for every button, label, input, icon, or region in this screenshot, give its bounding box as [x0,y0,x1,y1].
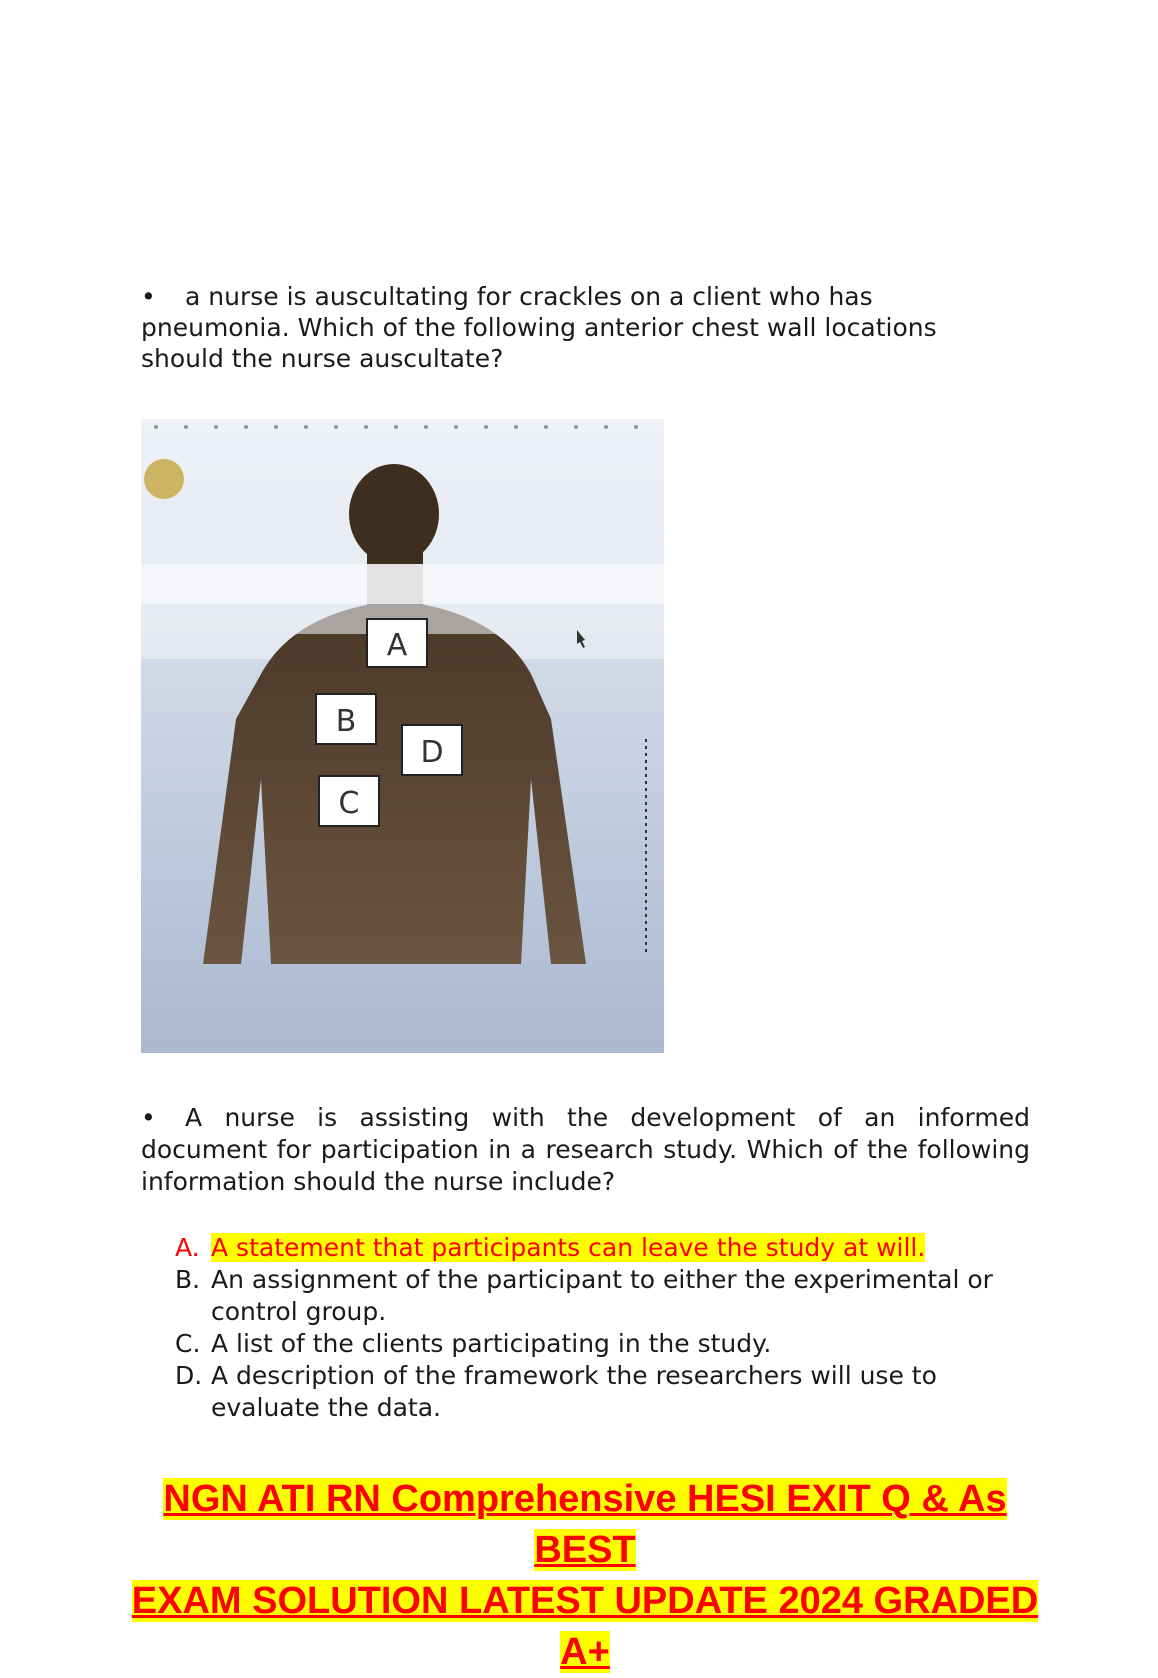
option-letter: B. [175,1265,201,1294]
chest-wall-figure [141,419,664,1053]
answer-option-a [175,1232,1035,1264]
banner-line-2: EXAM SOLUTION LATEST UPDATE 2024 GRADED A+ [131,1580,1039,1673]
option-text: A list of the clients participating in the study. [211,1329,772,1358]
answer-option-c [175,1328,1035,1360]
answer-options [175,1232,1035,1424]
question-2-text: A nurse is assisting with the development of an informed document for participation in a research study. Which of the following information should the nurse include? [141,1103,1030,1196]
label-d: D [420,735,444,770]
option-text: A description of the framework the researchers will use to evaluate the data. [211,1361,937,1422]
option-text: An assignment of the participant to either the experimental or control group. [211,1265,993,1326]
label-b: B [335,704,357,739]
bullet: • [141,282,156,311]
answer-option-d [175,1360,1035,1424]
label-a: A [386,628,408,663]
option-text: A statement that participants can leave the study at will. [211,1233,926,1262]
title-banner [121,1474,1049,1678]
option-letter: D. [175,1361,203,1390]
bullet: • [141,1103,156,1132]
answer-option-b [175,1264,1035,1328]
label-c: C [338,786,360,821]
option-letter: C. [175,1329,201,1358]
question-1 [141,281,941,374]
question-1-text: a nurse is auscultating for crackles on a client who has pneumonia. Which of the following anterior chest wall locations should the nurse auscultate? [141,282,937,373]
banner-line-1: NGN ATI RN Comprehensive HESI EXIT Q & As BEST [163,1478,1007,1571]
option-letter: A. [175,1233,200,1262]
question-2 [141,1102,1030,1198]
